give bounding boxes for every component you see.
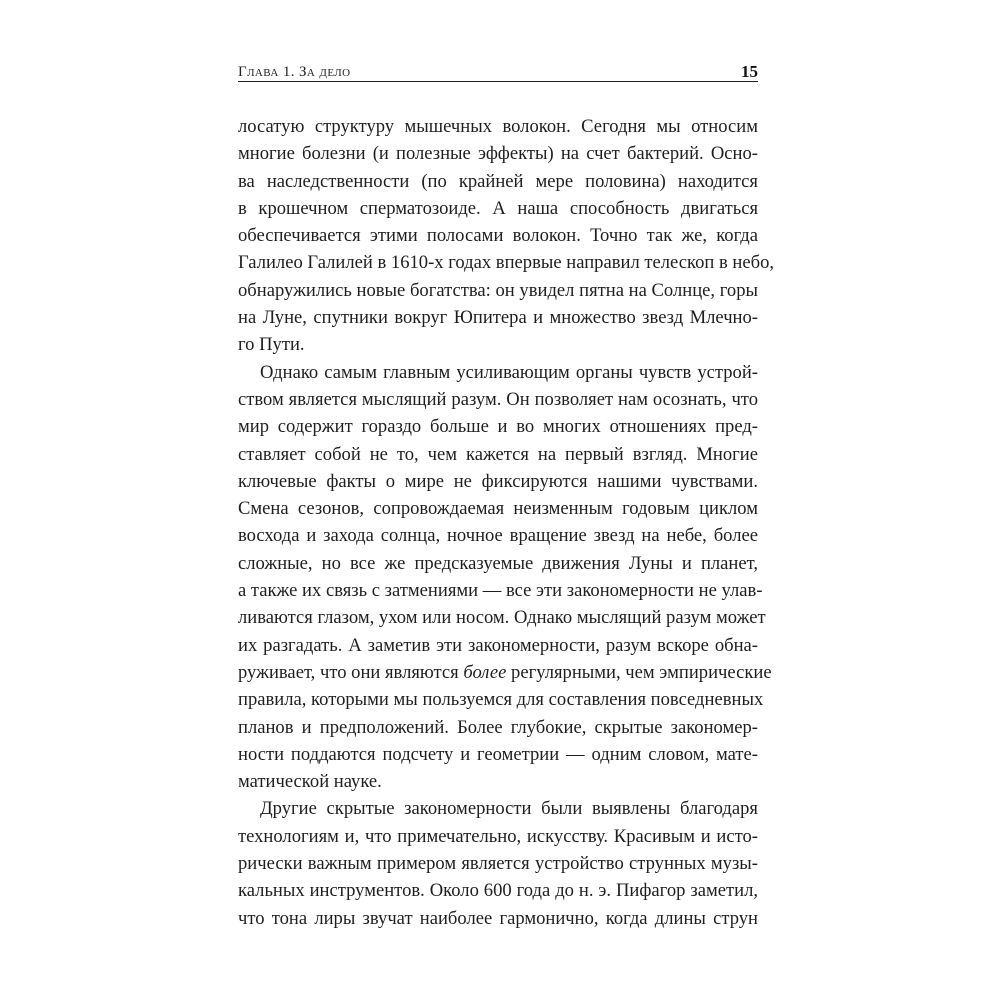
text-line: мир содержит гораздо больше и во многих отношениях пред- bbox=[238, 416, 758, 438]
text-line: Галилео Галилей в 1610-х годах впервые направил телескоп в небо, bbox=[238, 252, 775, 274]
text-line: рически важным примером является устройство струнных музы- bbox=[238, 853, 758, 875]
text-segment: руживает, что они являются bbox=[238, 661, 464, 683]
text-line: многие болезни (и полезные эффекты) на счет бактерий. Осно- bbox=[238, 143, 758, 165]
text-segment: регулярными, чем эмпирические bbox=[506, 661, 772, 683]
text-line: а также их связь с затмениями — все эти закономерности не улав- bbox=[238, 580, 763, 602]
text-line: ключевые факты о мире не фиксируются нашими чувствами. bbox=[238, 470, 758, 492]
text-line: обнаружились новые богатства: он увидел пятна на Солнце, горы bbox=[238, 279, 758, 301]
chapter-title: Глава 1. За дело bbox=[238, 64, 351, 80]
text-line: на Луне, спутники вокруг Юпитера и множество звезд Млечно- bbox=[238, 307, 758, 329]
text-line: Смена сезонов, сопровождаемая неизменным годовым циклом bbox=[238, 498, 758, 520]
text-line: го Пути. bbox=[238, 334, 305, 356]
emphasized-word: более bbox=[463, 661, 507, 683]
text-line: ва наследственности (по крайней мере половина) находится bbox=[238, 170, 758, 192]
text-line: восхода и захода солнца, ночное вращение звезд на небе, более bbox=[238, 525, 758, 547]
text-line: ставляет собой не то, чем кажется на первый взгляд. Многие bbox=[238, 443, 758, 465]
text-line: Другие скрытые закономерности были выявлены благодаря bbox=[260, 798, 758, 820]
text-line: что тона лиры звучат наиболее гармонично, когда длины струн bbox=[238, 907, 758, 929]
text-line: правила, которыми мы пользуемся для составления повседневных bbox=[238, 689, 764, 711]
paragraph-3 bbox=[238, 795, 758, 931]
text-line: их разгадать. А заметив эти закономерности, разум вскоре обна- bbox=[238, 634, 758, 656]
paragraph-2 bbox=[238, 359, 772, 796]
text-line: обеспечивается этими полосами волокон. Точно так же, когда bbox=[238, 225, 758, 247]
paragraph-1 bbox=[238, 113, 775, 359]
page-number: 15 bbox=[741, 62, 758, 81]
text-line-with-emphasis bbox=[238, 659, 772, 686]
text-line: планов и предположений. Более глубокие, скрытые закономер- bbox=[238, 716, 758, 738]
header-rule bbox=[238, 81, 758, 82]
text-line: матической науке. bbox=[238, 771, 382, 793]
text-line: ством является мыслящий разум. Он позволяет нам осознать, что bbox=[238, 388, 758, 410]
text-line: в крошечном сперматозоиде. А наша способность двигаться bbox=[238, 197, 758, 219]
body-text bbox=[238, 113, 775, 932]
text-line: кальных инструментов. Около 600 года до н. э. Пифагор заметил, bbox=[238, 880, 758, 902]
text-line: сложные, но все же предсказуемые движения Луны и планет, bbox=[238, 552, 758, 574]
text-line: технологиям и, что примечательно, искусству. Красивым и исто- bbox=[238, 825, 758, 847]
text-line: Однако самым главным усиливающим органы чувств устрой- bbox=[260, 361, 758, 383]
text-line: лосатую структуру мышечных волокон. Сегодня мы относим bbox=[238, 116, 758, 137]
text-line: ливаются глазом, ухом или носом. Однако мыслящий разум может bbox=[238, 607, 766, 629]
text-line: ности поддаются подсчету и геометрии — одним словом, мате- bbox=[238, 743, 758, 765]
